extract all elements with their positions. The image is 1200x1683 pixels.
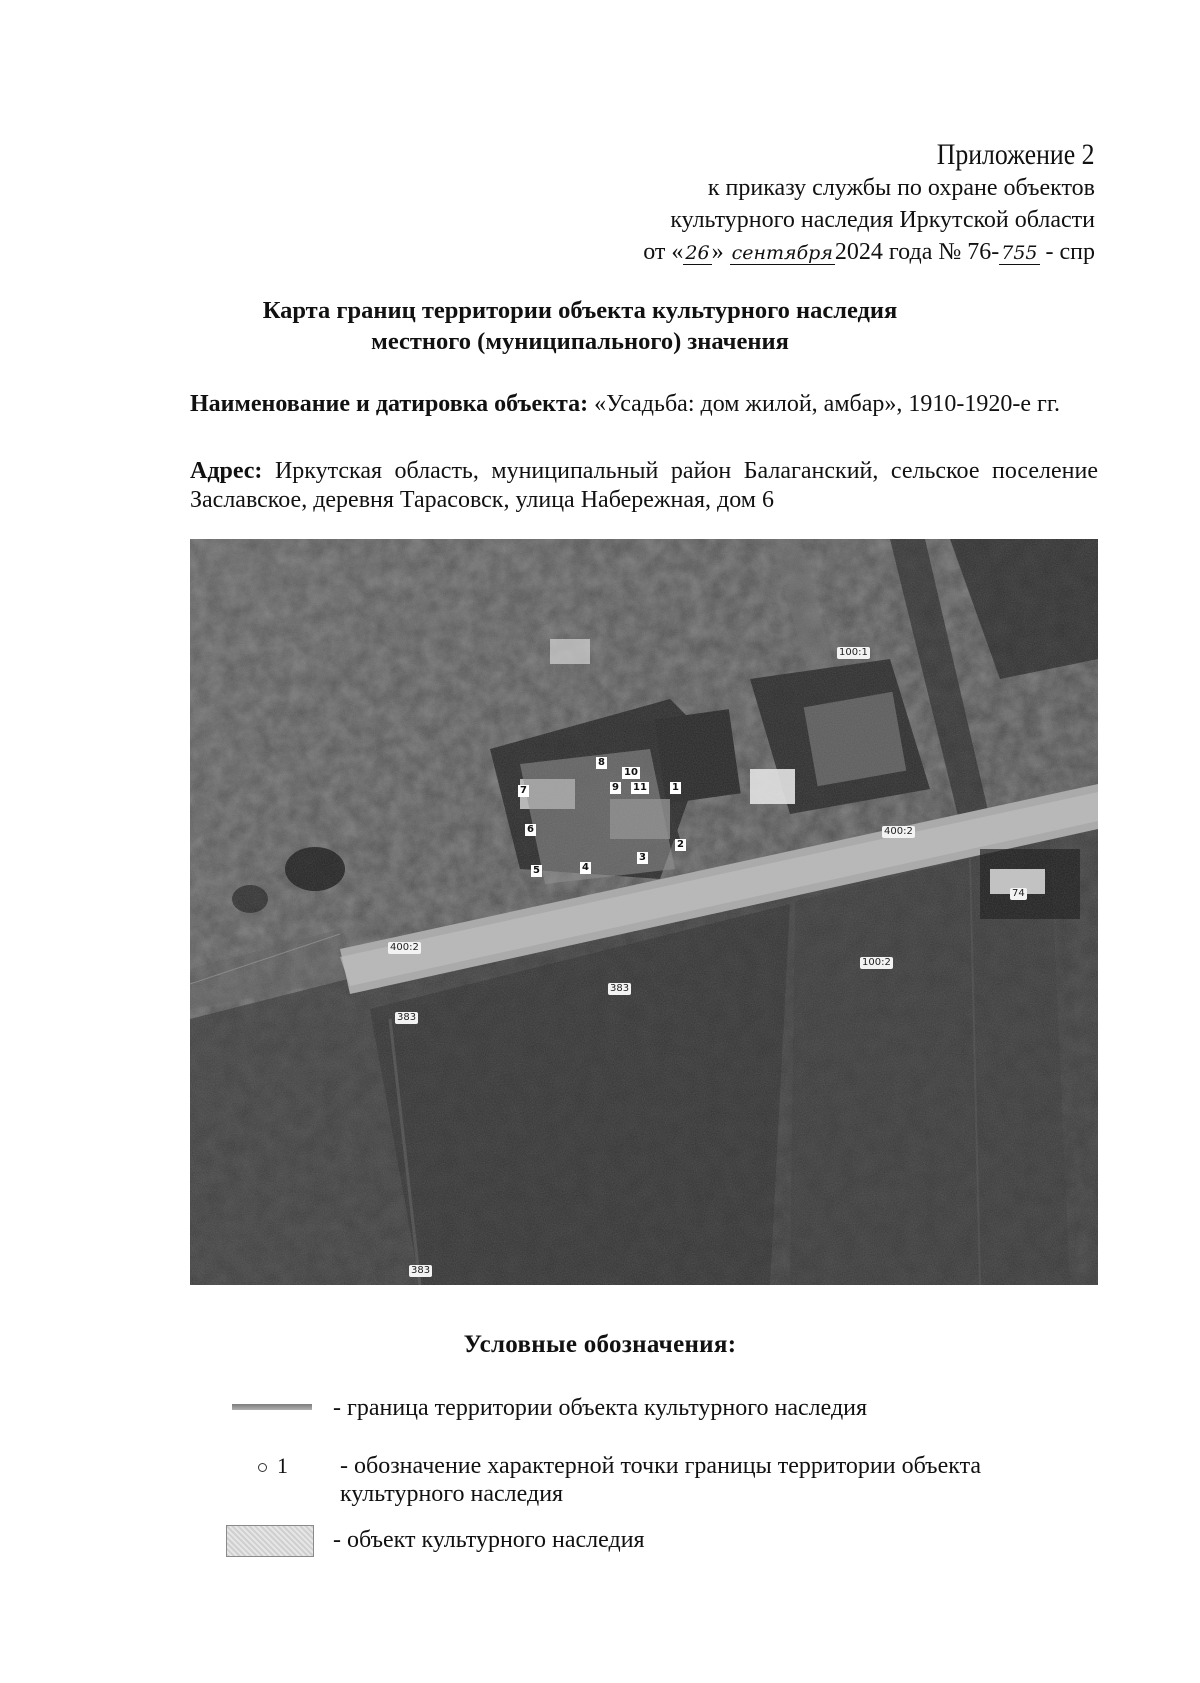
parcel-label: 383 [610,983,630,994]
parcel-label: 400:2 [390,942,419,953]
parcel-label: 100:1 [839,647,868,658]
document-title-line-1: Карта границ территории объекта культурного наследия [262,297,898,324]
document-title [190,295,970,357]
satellite-image [190,539,1098,1285]
object-address-label: Адрес: [190,458,263,484]
boundary-point-2: 2 [677,839,684,850]
appendix-title: Приложение 2 [937,138,1095,171]
object-address-paragraph [190,457,1098,515]
boundary-point-10: 10 [624,767,638,778]
boundary-point-swatch [258,1452,288,1480]
order-date-prefix: от « [643,239,684,265]
order-date-line [643,238,1095,266]
parcel-label: 383 [411,1265,431,1276]
order-reference-line-2: культурного наследия Иркутской области [670,207,1095,233]
boundary-point-9: 9 [612,782,619,793]
parcel-label: 74 [1012,888,1025,899]
object-name-paragraph [190,390,1098,419]
order-number-suffix: - спр [1039,239,1095,265]
order-date-month: сентября [731,242,833,264]
legend-boundary-text: - граница территории объекта культурного наследия [333,1395,868,1421]
legend-point-text: - обозначение характерной точки границы территории объекта культурного наследия [340,1453,982,1507]
boundary-point-6: 6 [527,824,534,835]
boundary-point-4: 4 [582,862,589,873]
legend-object-text: - объект культурного наследия [333,1527,645,1553]
order-reference-line-1: к приказу службы по охране объектов [707,175,1095,201]
boundary-point-11: 11 [633,782,647,793]
boundary-point-5: 5 [533,865,540,876]
document-title-line-2: местного (муниципального) значения [371,328,789,355]
parcel-label: 383 [397,1012,417,1023]
order-date-separator: » [711,239,730,265]
point-circle-icon [258,1463,267,1472]
order-number: 755 [1001,242,1038,264]
boundary-map [190,539,1098,1285]
object-name-value: «Усадьба: дом жилой, амбар», 1910-1920-е гг. [594,391,1060,417]
boundary-point-1: 1 [672,782,679,793]
parcel-label: 400:2 [884,826,913,837]
object-name-label: Наименование и датировка объекта: [190,391,589,417]
boundary-point-7: 7 [520,785,527,796]
order-date-day: 26 [685,242,710,264]
point-sample-number: 1 [277,1453,288,1478]
order-date-year: 2024 года № 76- [834,239,1000,265]
boundary-line-swatch [232,1404,312,1410]
parcel-label: 100:2 [862,957,891,968]
object-address-value: Иркутская область, муниципальный район Балаганский, сельское поселение Заславское, деревня Тарасовск, улица Набережная, дом 6 [190,458,1098,513]
heritage-object-swatch [226,1525,314,1557]
legend-title: Условные обозначения: [463,1331,737,1358]
boundary-point-3: 3 [639,852,646,863]
boundary-point-8: 8 [598,757,605,768]
